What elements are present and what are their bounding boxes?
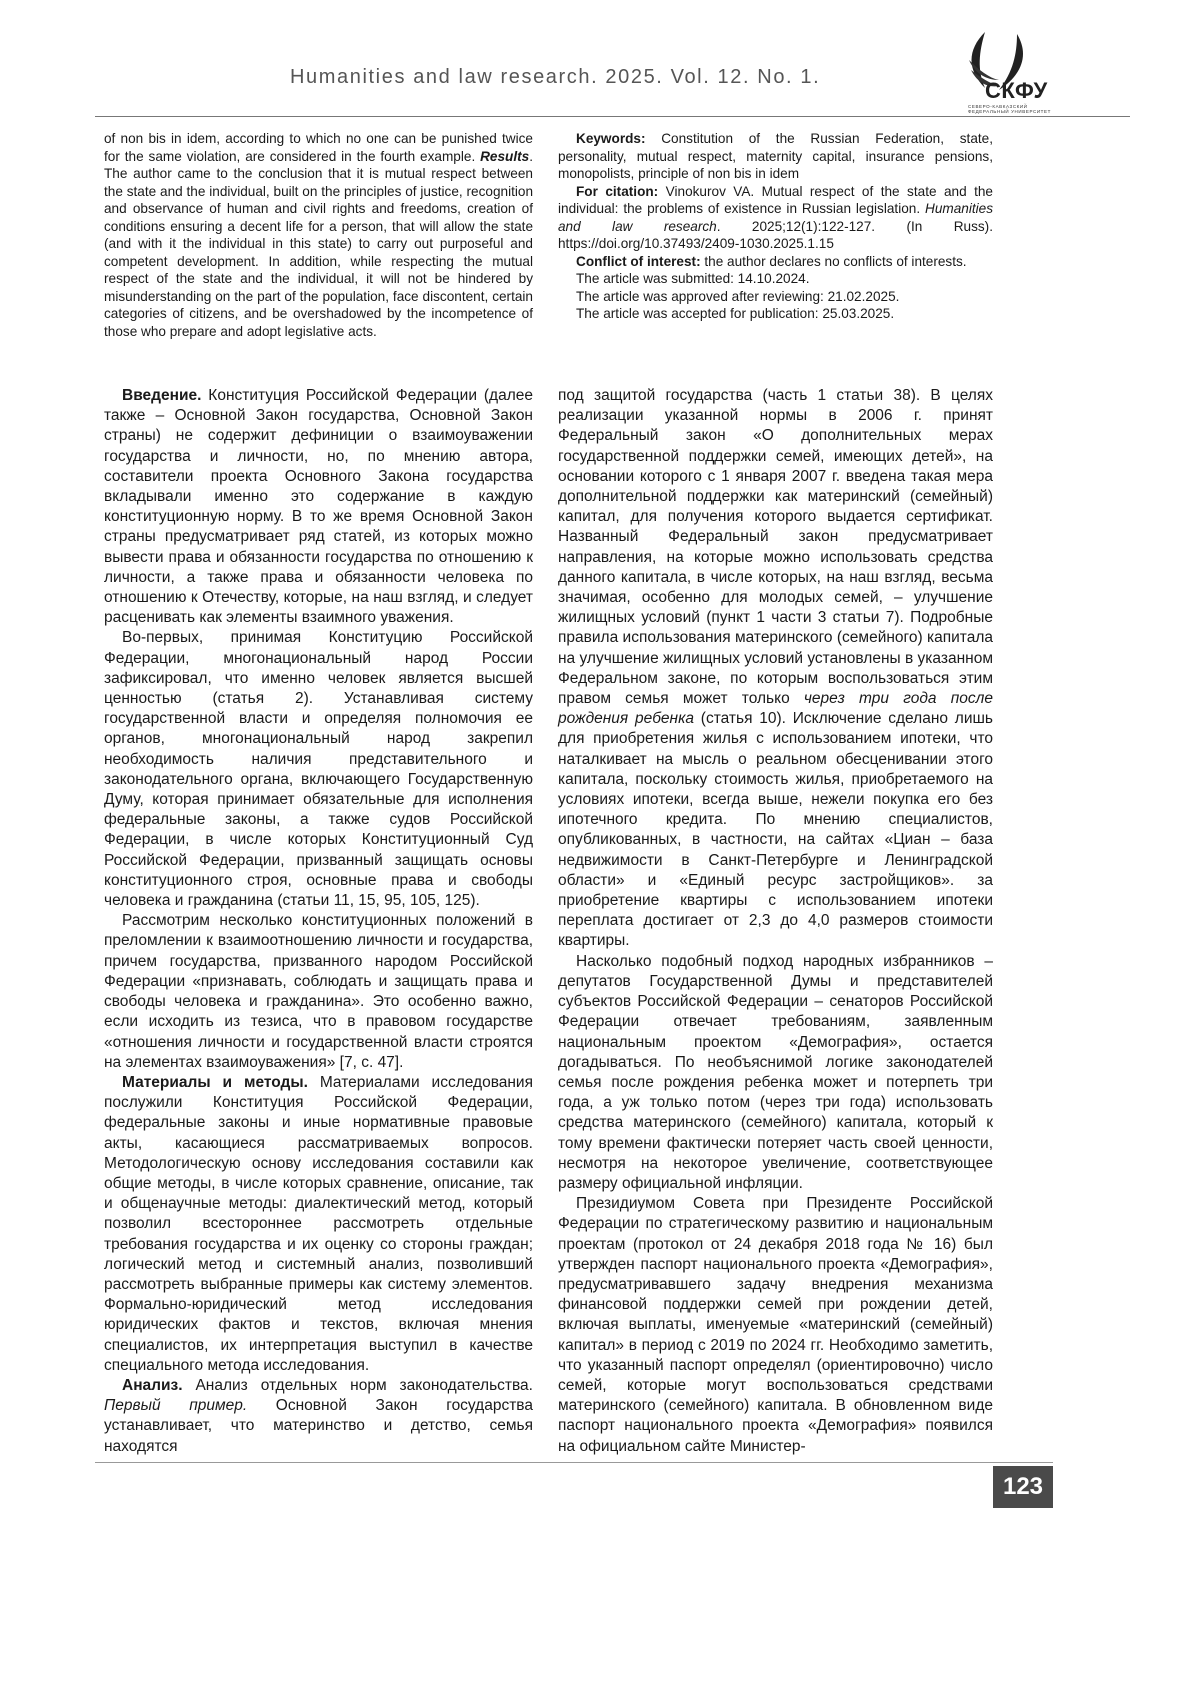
- logo-subtitle-line-1: СЕВЕРО-КАВКАЗСКИЙ: [968, 104, 1051, 109]
- conflict-label: Conflict of interest:: [576, 254, 701, 269]
- paragraph-text: Основной Закон государства устанавливает, что материнство и детство, семья находятся: [104, 1397, 533, 1454]
- body-paragraph: [558, 386, 993, 952]
- body-paragraph: Насколько подобный подход народных избранников – депутатов Государственной Думы и представителей субъектов Российской Федерации – сенаторов Российской Федерации отвечает требованиям, заявленным национальным проектом «Демография», остается догадываться. По необъяснимой логике законодателей семья после рождения ребенка может и потерпеть три года, а уж только потом (через три года) использовать средства материнского (семейного) капитала, который к тому времени фактически потеряет часть своей ценности, несмотря на некоторое увеличение, соответствующее размеру официальной инфляции.: [558, 952, 993, 1194]
- analysis-paragraph: [104, 1376, 533, 1457]
- paragraph-text: Анализ отдельных норм законодательства.: [183, 1377, 533, 1394]
- keywords-label: Keywords:: [576, 131, 646, 146]
- logo-name: СКФУ: [985, 78, 1048, 104]
- paragraph-text: (статья 10). Исключение сделано лишь для приобретения жилья с использованием ипотеки, что наталкивает на мысль о реальном обесценивании этого капитала, поскольку стоимость жилья, приобретаемого на условиях ипотеки, всегда выше, нежели покупка его без ипотечного кредита. По мнению специалистов, опубликованных, в частности, на сайтах «Циан – база недвижимости в Санкт-Петербурге и Ленинградской области» и «Единый ресурс застройщиков». за приобретение квартиры с использованием ипотеки переплата достигает от 2,3 до 4,0 размеров стоимости квартиры.: [558, 710, 993, 949]
- body-paragraph: Рассмотрим несколько конституционных положений в преломлении к взаимоотношению личности и государства, причем государства, призванного народом Российской Федерации «признавать, соблюдать и защищать права и свободы человека и гражданина». Это особенно важно, если исходить из тезиса, что в правовом государстве «отношения личности и государственной власти строятся на элементах взаимоуважения» [7, с. 47].: [104, 911, 533, 1073]
- results-text: . The author came to the conclusion that it is mutual respect between the state and the individual, built on the principles of justice, recognition and observance of human and civil rights and freedoms, creation of conditions ensuring a decent life for a person, that will allow the state (and with it the individual in this state) to carry out purposeful and competent development. In addition, while respecting the mutual respect of the state and the individual, it will not be hindered by misunderstanding on the part of the population, face discontent, certain categories of citizens, and be overshadowed by the incompetence of those who prepare and adopt legislative acts.: [104, 149, 533, 339]
- paragraph-text: Материалами исследования послужили Конституция Российской Федерации, федеральные законы и иные нормативные правовые акты, касающиеся рассматриваемых вопросов. Методологическую основу исследования составили как общие методы, в числе которых сравнение, описание, так и общенаучные методы: диалектический метод, который позволил всестороннее рассмотреть отдельные требования государства и их оценку со стороны граждан; логический метод и системный анализ, позволивший рассмотреть выбранные примеры как систему элементов. Формально-юридический метод исследования юридических фактов и текстов, включая мнения специалистов, их интерпретация выступил в качестве специального метода исследования.: [104, 1074, 533, 1374]
- body-paragraph: Президиумом Совета при Президенте Российской Федерации по стратегическому развитию и национальным проектам (протокол от 24 декабря 2018 года № 16) был утвержден паспорт национального проекта «Демография», предусматривавшего задачу внедрения механизма финансовой поддержки семей при рождении детей, включая выплаты, именуемые «материнский (семейный) капитал» в период с 2019 по 2024 гг. Необходимо заметить, что указанный паспорт определял (ориентировочно) число семей, которые могут воспользоваться средствами материнского (семейного) капитала. В обновленном виде паспорт национального проекта «Демография» появился на официальном сайте Министер-: [558, 1194, 993, 1457]
- methods-heading: Материалы и методы.: [122, 1074, 308, 1091]
- introduction-paragraph: [104, 386, 533, 628]
- body-column-right: [558, 386, 993, 1457]
- header-rule: [95, 116, 1130, 117]
- abstract-text: of non bis in idem, according to which no one can be punished twice for the same violation, are considered in the fourth example.: [104, 131, 533, 164]
- article-metadata: [558, 130, 993, 323]
- keywords-text: Constitution of the Russian Federation, state, personality, mutual respect, maternity capital, insurance pensions, monopolists, principle of non bis in idem: [558, 131, 993, 181]
- citation-label: For citation:: [576, 184, 658, 199]
- introduction-heading: Введение.: [122, 387, 201, 404]
- conflict-of-interest: [558, 253, 993, 271]
- journal-title: Humanities and law research. 2025. Vol. 12. No. 1.: [290, 66, 810, 89]
- accepted-date: The article was accepted for publication: 25.03.2025.: [558, 305, 993, 323]
- logo-subtitle: [968, 104, 1051, 114]
- page-number: 123: [993, 1466, 1053, 1508]
- submitted-date: The article was submitted: 14.10.2024.: [558, 270, 993, 288]
- footer-rule: [95, 1462, 1053, 1463]
- paragraph-text: под защитой государства (часть 1 статьи 38). В целях реализации указанной нормы в 2006 г. принят Федеральный закон «О дополнительных мерах государственной поддержки семей, имеющих детей», на основании которого с 1 января 2007 г. введена такая мера дополнительной поддержки как материнский (семейный) капитал, для получения которого выдается сертификат. Названный Федеральный закон предусматривает направления, на которые можно использовать средства данного капитала, в числе которых, на наш взгляд, весьма значимая, особенно для молодых семей, – улучшение жилищных условий (пункт 1 части 3 статьи 7). Подробные правила использования материнского (семейного) капитала на улучшение жилищных условий установлены в указанном Федеральном законе, по которым воспользоваться этим правом семья может только: [558, 387, 993, 707]
- citation: [558, 183, 993, 253]
- first-example-label: Первый пример.: [104, 1397, 247, 1414]
- analysis-heading: Анализ.: [122, 1377, 183, 1394]
- approved-date: The article was approved after reviewing: 21.02.2025.: [558, 288, 993, 306]
- body-paragraph: Во-первых, принимая Конституцию Российской Федерации, многонациональный народ России зафиксировал, что именно человек является высшей ценностью (статья 2). Устанавливая систему государственной власти и определяя полномочия ее органов, многонациональный народ закрепил необходимость наличия представительного и законодательного органа, включающего Государственную Думу, которая принимает обязательные для исполнения федеральные законы, а также судов Российской Федерации, в числе которых Конституционный Суд Российской Федерации, призванный защищать основы конституционного строя, основные права и свободы человека и гражданина (статьи 11, 15, 95, 105, 125).: [104, 628, 533, 911]
- keywords: [558, 130, 993, 183]
- citation-doi[interactable]: . 2025;12(1):122-127. (In Russ). https://doi.org/10.37493/2409-1030.2025.1.15: [558, 219, 993, 252]
- paragraph-text: Конституция Российской Федерации (далее также – Основной Закон государства, Основной Закон страны) не содержит дефиниции о взаимоуважении государства и личности, но, по мнению автора, составители проекта Основного Закона государства вкладывали именно это содержание в каждую конституционную норму. В то же время Основной Закон страны предусматривает ряд статей, из которых можно вывести права и обязанности государства по отношению к личности, а также права и обязанности человека по отношению к Отечеству, которые, на наш взгляд, и следует расценивать как элементы взаимного уважения.: [104, 387, 533, 626]
- methods-paragraph: [104, 1073, 533, 1376]
- logo-subtitle-line-2: ФЕДЕРАЛЬНЫЙ УНИВЕРСИТЕТ: [968, 109, 1051, 114]
- abstract-continuation: [104, 130, 533, 340]
- emphasis-text: через три года после рождения ребенка: [558, 690, 993, 727]
- results-label: Results: [480, 149, 529, 164]
- body-column-left: [104, 386, 533, 1457]
- citation-text: Vinokurov VA. Mutual respect of the state and the individual: the problems of existence in Russian legislation.: [558, 184, 993, 217]
- citation-journal: Humanities and law research: [558, 201, 993, 234]
- conflict-text: the author declares no conflicts of interests.: [701, 254, 967, 269]
